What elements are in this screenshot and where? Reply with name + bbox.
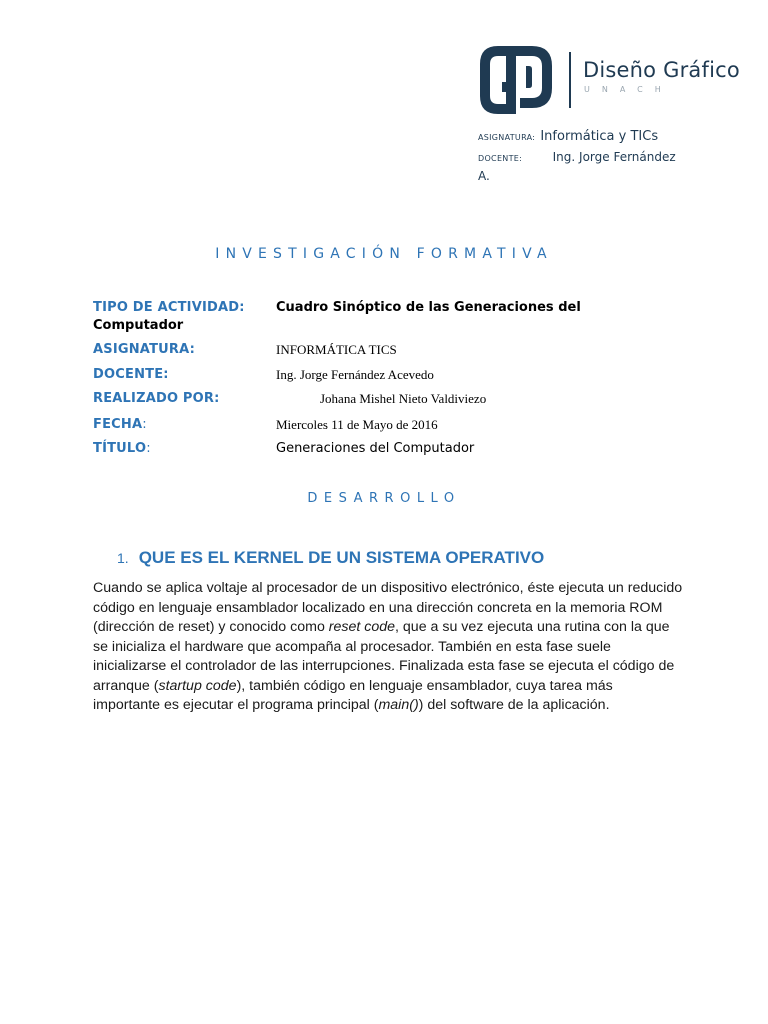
tipo-actividad-value: Cuadro Sinóptico de las Generaciones del (276, 300, 581, 315)
fecha-value: Miercoles 11 de Mayo de 2016 (276, 417, 438, 432)
titulo-label (93, 441, 151, 456)
section-title: DESARROLLO (307, 491, 461, 506)
paragraph-italic-3: main() (378, 697, 419, 713)
heading-text: QUE ES EL KERNEL DE UN SISTEMA OPERATIVO (138, 548, 545, 567)
logo-subtitle: UNACH (584, 85, 673, 94)
fecha-label-colon: : (142, 417, 147, 432)
logo (476, 42, 748, 118)
section-heading (117, 548, 544, 568)
header-meta (478, 126, 678, 184)
titulo-value: Generaciones del Computador (276, 441, 475, 456)
tipo-actividad-value-cont: Computador (93, 318, 184, 333)
docente-value: Ing. Jorge Fernández Acevedo (276, 367, 434, 382)
tipo-actividad-label: TIPO DE ACTIVIDAD: (93, 300, 245, 315)
logo-divider (569, 52, 571, 108)
asignatura-label: ASIGNATURA: (93, 342, 195, 357)
realizado-por-label: REALIZADO POR: (93, 391, 220, 406)
realizado-por-value: Johana Mishel Nieto Valdiviezo (320, 391, 487, 406)
paragraph-part-4: ) del software de la aplicación. (418, 697, 610, 713)
fecha-label (93, 417, 147, 432)
meta-asignatura-value: Informática y TICs (540, 129, 659, 144)
paragraph-italic-2: startup code (158, 677, 237, 694)
heading-number: 1. (117, 550, 129, 566)
paragraph-part-2: , que a su vez ejecuta una rutina con la que se inicializa el hardware que acompaña al procesador. También en esta fase suele inicializarse el controlador de las interrupciones. Finalizada esta fase se ejecuta el código de arranque ( (93, 619, 675, 694)
fecha-label-text: FECHA (93, 417, 143, 432)
gd-logo-mark (476, 42, 556, 118)
meta-asignatura-label: ASIGNATURA: (478, 133, 536, 142)
paragraph-part-1: Cuando se aplica voltaje al procesador de un dispositivo electrónico, éste ejecuta un reducido código en lenguaje ensamblador localizado en una dirección concreta en la memoria ROM (dirección de reset) y conocido como (93, 580, 683, 635)
meta-docente-value: Ing. Jorge Fernández A. (478, 150, 676, 183)
body-paragraph (93, 579, 683, 716)
docente-label: DOCENTE: (93, 367, 169, 382)
titulo-label-colon: : (146, 441, 151, 456)
titulo-label-text: TÍTULO (93, 441, 147, 456)
asignatura-value: INFORMÁTICA TICS (276, 342, 397, 357)
page-title: INVESTIGACIÓN FORMATIVA (215, 246, 553, 262)
paragraph-italic-1: reset code (328, 619, 396, 635)
logo-name: Diseño Gráfico (583, 58, 740, 82)
paragraph-part-3: ), también código en lenguaje ensamblador, cuya tarea más importante es ejecutar el programa principal ( (93, 677, 613, 713)
meta-docente-label: DOCENTE: (478, 154, 523, 163)
